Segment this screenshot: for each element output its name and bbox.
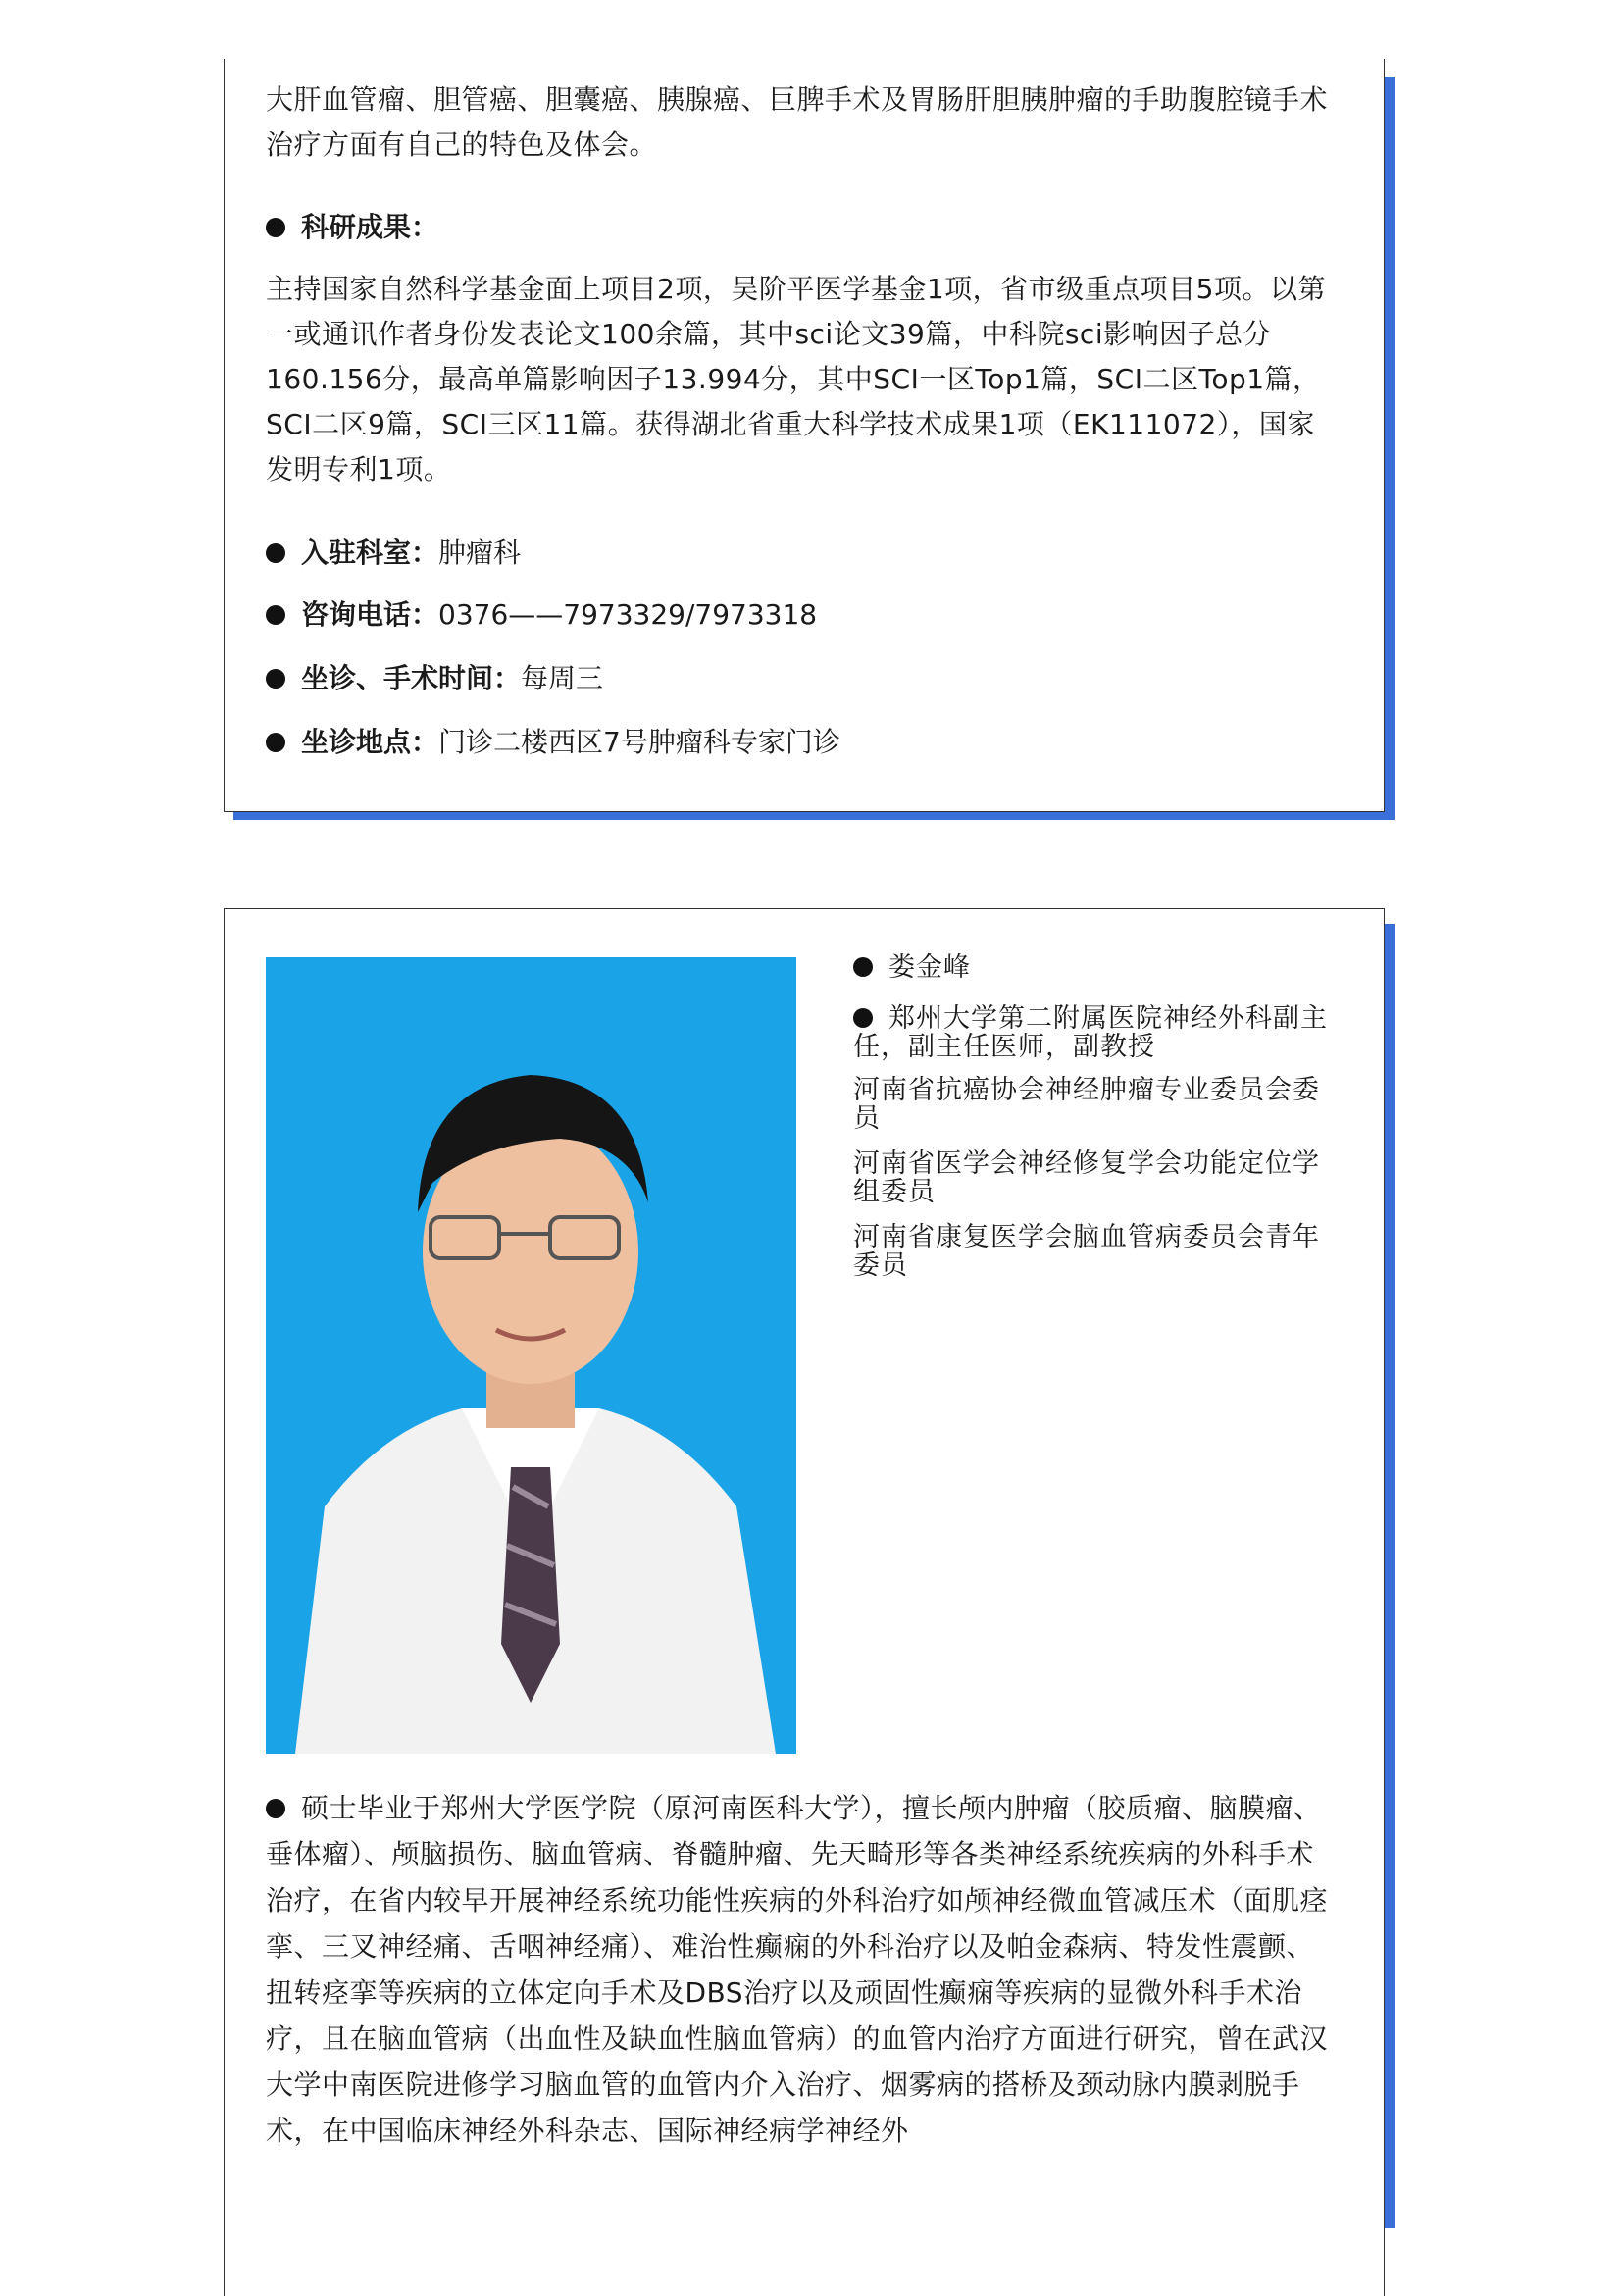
doctor-title-4: 河南省康复医学会脑血管病委员会青年委员 bbox=[853, 1222, 1320, 1281]
doctor-bio: 硕士毕业于郑州大学医学院（原河南医科大学），擅长颅内肿瘤（胶质瘤、脑膜瘤、垂体瘤）、颅脑损伤、脑血管病、脊髓肿瘤、先天畸形等各类神经系统疾病的外科手术治疗，在省内较早开展神经系统功能性疾病的外科治疗如颅神经微血管减压术（面肌痉挛、三叉神经痛、舌咽神经痛）、难治性癫痫的外科治疗以及帕金森病、特发性震颤、扭转痉挛等疾病的立体定向手术及DBS治疗以及顽固性癫痫等疾病的显微外科手术治疗，且在脑血管病（出血性及缺血性脑血管病）的血管内治疗方面进行研究，曾在武汉大学中南医院进修学习脑血管的血管内介入治疗、烟雾病的搭桥及颈动脉内膜剥脱手术，在中国临床神经外科杂志、国际神经病学神经外 bbox=[266, 1792, 1329, 2147]
bullet-icon bbox=[853, 957, 873, 977]
doctor-title-2: 河南省抗癌协会神经肿瘤专业委员会委员 bbox=[853, 1075, 1320, 1134]
bullet-icon bbox=[853, 1008, 873, 1028]
doctor-name: 娄金峰 bbox=[853, 953, 1344, 982]
bullet-icon bbox=[266, 605, 285, 625]
research-heading: 科研成果： bbox=[266, 208, 438, 247]
bullet-icon bbox=[266, 669, 285, 689]
info-location: 坐诊地点：门诊二楼西区7号肿瘤科专家门诊 bbox=[266, 723, 840, 762]
doctor-portrait-icon bbox=[266, 957, 796, 1754]
bullet-icon bbox=[266, 218, 285, 237]
research-text: 主持国家自然科学基金面上项目2项，吴阶平医学基金1项，省市级重点项目5项。以第一或通讯作者身份发表论文100余篇，其中sci论文39篇，中科院sci影响因子总分160.156分，最高单篇影响因子13.994分，其中SCI一区Top1篇，SCI二区Top1篇，SCI二区9篇，SCI三区11篇。获得湖北省重大科学技术成果1项（EK111072），国家发明专利1项。 bbox=[266, 273, 1326, 485]
bullet-icon bbox=[266, 543, 285, 563]
card1-intro-text: 大肝血管瘤、胆管癌、胆囊癌、胰腺癌、巨脾手术及胃肠肝胆胰肿瘤的手助腹腔镜手术治疗方面有自己的特色及体会。 bbox=[266, 83, 1329, 161]
doctor-title-1: 郑州大学第二附属医院神经外科副主任，副主任医师，副教授 bbox=[853, 1003, 1328, 1062]
doctor-photo bbox=[266, 957, 796, 1754]
info-schedule: 坐诊、手术时间：每周三 bbox=[266, 659, 603, 698]
info-phone: 咨询电话：0376——7973329/7973318 bbox=[266, 595, 817, 635]
doctor-title-3: 河南省医学会神经修复学会功能定位学组委员 bbox=[853, 1148, 1320, 1207]
info-department: 入驻科室：肿瘤科 bbox=[266, 534, 521, 573]
bullet-icon bbox=[266, 1799, 285, 1818]
bullet-icon bbox=[266, 733, 285, 752]
